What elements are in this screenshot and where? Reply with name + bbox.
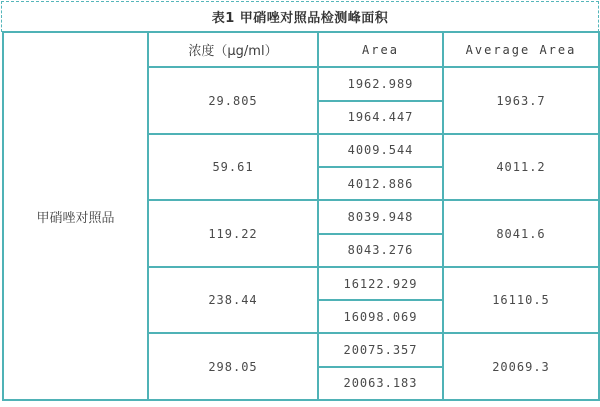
- average-area-cell: 4011.2: [443, 134, 599, 201]
- average-area-cell: 16110.5: [443, 267, 599, 334]
- area-cell: 20075.357: [318, 333, 443, 366]
- area-cell: 16098.069: [318, 300, 443, 333]
- header-average-area: Average Area: [443, 32, 599, 67]
- table-caption-band: [0, 2, 600, 31]
- area-cell: 4009.544: [318, 134, 443, 167]
- area-cell: 20063.183: [318, 367, 443, 400]
- sample-name-cell: 甲硝唑对照品: [3, 32, 148, 400]
- area-cell: 8039.948: [318, 200, 443, 233]
- header-concentration: 浓度（μg/ml）: [148, 32, 318, 67]
- area-cell: 1962.989: [318, 67, 443, 100]
- concentration-cell: 29.805: [148, 67, 318, 134]
- area-cell: 16122.929: [318, 267, 443, 300]
- concentration-cell: 238.44: [148, 267, 318, 334]
- header-area: Area: [318, 32, 443, 67]
- table-header-row: [3, 32, 599, 67]
- concentration-cell: 119.22: [148, 200, 318, 267]
- average-area-cell: 1963.7: [443, 67, 599, 134]
- area-cell: 8043.276: [318, 234, 443, 267]
- area-cell: 1964.447: [318, 101, 443, 134]
- concentration-cell: 298.05: [148, 333, 318, 400]
- area-cell: 4012.886: [318, 167, 443, 200]
- average-area-cell: 8041.6: [443, 200, 599, 267]
- peak-area-table: [2, 31, 600, 401]
- average-area-cell: 20069.3: [443, 333, 599, 400]
- concentration-cell: 59.61: [148, 134, 318, 201]
- table-caption: 表1 甲硝唑对照品检测峰面积: [211, 11, 389, 26]
